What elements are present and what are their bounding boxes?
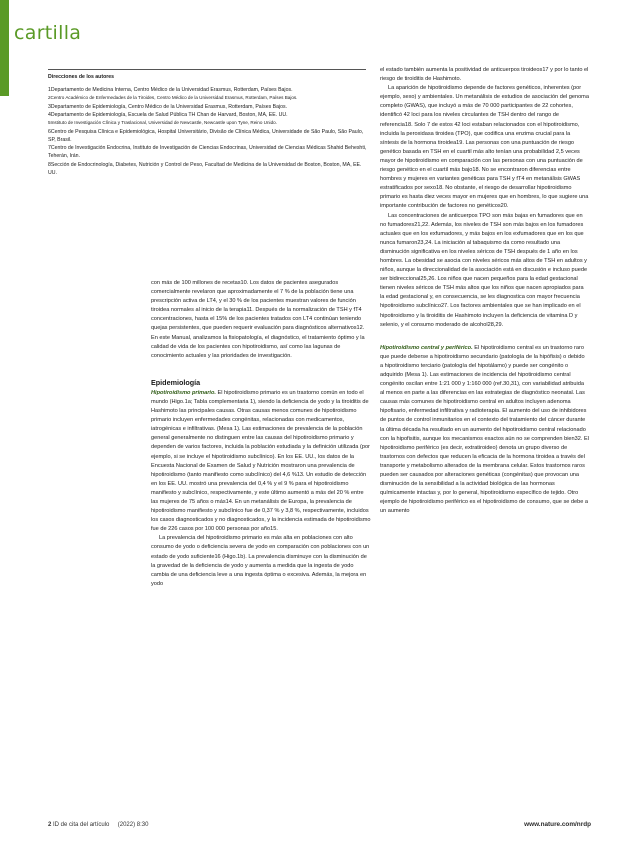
- affiliation-item: 8Sección de Endocrinología, Diabetes, Nutrición y Control de Peso, Facultad de Medicina de la Universidad de Boston, Boston, MA, EE. UU.: [48, 161, 362, 177]
- page-footer-citation: [48, 822, 148, 828]
- run-in-heading: Hipotiroidismo primario.: [151, 389, 216, 396]
- primary-hypothyroidism-paragraph: [151, 389, 372, 535]
- epidemiology-heading: Epidemiología: [151, 377, 201, 387]
- body-paragraph: el estado también aumenta la positividad de anticuerpos tiroideos17 y por lo tanto el riesgo de tiroiditis de Hashimoto.: [380, 67, 589, 83]
- intro-paragraph: con más de 100 millones de recetas10. Los datos de pacientes asegurados comercialmente revelaron que aproximadamente el 7 % de la población tiene una prescripción activa de LT4, y el 30 % de los pacientes muestran valores de función tiroidea normales al inicio de la terapia11. Después de la normalización de TSH y fT4 concentraciones, hasta el 15% de los pacientes tratados con LT4 continúan teniendo quejas persistentes, que pueden requerir evaluación para diagnósticos alternativos12. En este Manual, analizamos la fisiopatología, el diagnóstico, el tratamiento óptimo y la calidad de vida de los pacientes con hipotiroidismo, así como las lagunas de conocimiento actuales y las prioridades de investigación.: [151, 280, 365, 359]
- divider: [48, 69, 366, 70]
- section-title: cartilla: [14, 22, 82, 44]
- page-number: 2: [48, 822, 52, 828]
- citation: (2022) 8:30: [117, 822, 149, 828]
- affiliation-item: 2Centro Académico de Enfermedades de la Tiroides, Centro Médico de la Universidad Erasmus, Rotterdam, Países Bajos.: [48, 95, 298, 101]
- body-paragraph: La prevalencia del hipotiroidismo primario es más alta en poblaciones con alto consumo de yodo o deficiencia severa de yodo en comparación con poblaciones con un estado de yodo suficiente16 (Higo.1b). La prevalencia disminuye con la disminución de la gravedad de la deficiencia de yodo y aumenta a medida que la ingesta de yodo cambia de una deficiencia leve a una ingesta óptima o excesiva. Además, la mejora en yodo: [151, 535, 370, 587]
- affiliation-item: 4Departamento de Epidemiología, Escuela de Salud Pública TH Chan de Harvard, Boston, MA, EE. UU.: [48, 111, 288, 118]
- body-paragraph: La aparición de hipotiroidismo depende de factores genéticos, inherentes (por ejemplo, sexo) y ambientales. Un metanálisis de estudios de asociación del genoma completo (GWAS), que incluyó a más de 70 000 participantes de 22 cohortes, identificó 42 loci para los niveles circulantes de TSH dentro del rango de referencia18. Solo 7 de estos 42 loci estaban relacionados con el hipotiroidismo, incluida la peroxidasa tiroidea (TPO), que codifica una enzima crucial para la síntesis de la hormona tiroidea19. Las personas con una puntuación de riesgo genético basada en TSH en el cuartil más alto tenían una probabilidad 2,5 veces mayor de hipotiroidismo en comparación con las personas con una puntuación de riesgo genético en el cuartil más bajo18. No se encontraron diferencias entre hombres y mujeres en variantes genéticas para TSH y fT4 en metanálisis GWAS estratificados por sexo18. No obstante, el riesgo de desarrollar hipotiroidismo primario es hasta diez veces mayor en mujeres que en hombres, lo que sugiere una importante contribución de factores no genéticos20.: [380, 85, 589, 210]
- journal-url[interactable]: www.nature.com/nrdp: [524, 821, 591, 828]
- left-text-column: [151, 279, 372, 589]
- affiliation-item: 1Departamento de Medicina Interna, Centro Médico de la Universidad Erasmus, Rotterdam, Países Bajos.: [48, 87, 293, 94]
- affiliation-item: 6Centro de Pesquisa Clínica e Epidemiológica, Hospital Universitário, Divisão de Clínica Médica, Universidade de São Paulo, São Paulo, SP, Brasil.: [48, 128, 364, 143]
- affiliation-item: 7Centro de Investigación Endocrina, Instituto de Investigación de Ciencias Endocrinas, Universidad de Ciencias Médicas Shahid Beheshti, Teherán, Irán.: [48, 145, 367, 160]
- green-accent-bar: [0, 0, 9, 96]
- paragraph-text: El hipotiroidismo central es un trastorno raro que puede deberse a hipotiroidismo secundario (patología de la hipófisis) o debido a hipotiroidismo terciario (patología del hipotálamo) y puede ser congénito o adquirido (Mesa 1). Las estimaciones de incidencia del hipotiroidismo central congénito oscilan entre 1:21 000 y 1:160 000 (ref.30,31), con variabilidad atribuida al menos en parte a las diferencias en las estrategias de diagnóstico neonatal. Las causas más comunes de hipotiroidismo central en adultos incluyen adenoma hipofisario, enfermedad infiltrativa y radioterapia. El aumento del uso de inhibidores de puntos de control inmunitarios en el contexto del tratamiento del cáncer durante la última década ha resultado en un aumento del hipotiroidismo central relacionado con la hipofisitis, aunque los mecanismos exactos aún no se comprenden bien32. El hipotiroidismo periférico (es decir, extratiroideo) denota un grupo diverso de trastornos con defectos que reducen la eficacia de la hormona tiroidea a través del transporte y metabolismo alterados de la membrana celular. Estos trastornos raros pueden ser causados por alteraciones genéticas (congénitas) que provocan una disminución de la sensibilidad a la actividad biológica de las hormonas químicamente intactas y, por lo general, hipotiroidismo específico de tejido. Otro ejemplo de hipotiroidismo periférico es el hipotiroidismo de consumo, que se debe a un aumento: [380, 344, 589, 515]
- central-hypothyroidism-paragraph: [380, 344, 589, 517]
- affiliation-item: 3Departamento de Epidemiología, Centro Médico de la Universidad Erasmus, Rotterdam, Países Bajos.: [48, 103, 288, 110]
- right-text-column: [380, 66, 589, 517]
- body-paragraph: Las concentraciones de anticuerpos TPO son más bajas en fumadores que en no fumadores21,22. Además, los niveles de TSH son más bajos en los fumadores actuales que en los exfumadores, y más bajos en los exfumadores que en los que nunca fumaron23,24. La iniciación al tabaquismo da como resultado una disminución significativa en los niveles séricos de TSH después de 1 año en los hombres. La obesidad se asocia con niveles séricos más altos de TSH en adultos y niños, aunque la direccionalidad de la asociación está en discusión e incluso puede ser bidireccional25,26. Los niños que nacen pequeños para la edad gestacional tienen niveles séricos de TSH más altos que los niños que nacen apropiados para la edad gestacional y, en consecuencia, se les diagnostica con mayor frecuencia hipotiroidismo subclínico27. Los factores ambientales que se han implicado en el hipotiroidismo y la tiroiditis de Hashimoto incluyen la deficiencia de vitamina D y selenio, y el consumo moderado de alcohol28,29.: [380, 212, 588, 328]
- run-in-heading: Hipotiroidismo central y periférico.: [380, 344, 473, 351]
- affiliation-item: 5Instituto de Investigación Clínica y Traslacional, Universidad de Newcastle, Newcastle upon Tyne, Reino Unido.: [48, 120, 277, 126]
- affiliations-heading: Direcciones de los autores: [48, 74, 115, 80]
- article-label: ID de cita del artículo: [53, 822, 110, 828]
- paragraph-text: El hipotiroidismo primario es un trastorno común en todo el mundo (Higo.1a; Tabla complementaria 1), siendo la deficiencia de yodo y la tiroiditis de Hashimoto las principales causas. Otras causas menos comunes de hipotiroidismo primario incluyen enfermedades congénitas, relacionadas con medicamentos, iatrogénicas e infiltrativas. (Mesa 1). Las estimaciones de prevalencia de la población general generalmente no distinguen entre las causas del hipotiroidismo primario y dependen de varios factores, incluida la población estudiada y la definición utilizada (por ejemplo, si se incluye el hipotiroidismo subclínico). En los EE. UU., los datos de la Encuesta Nacional de Examen de Salud y Nutrición mostraron una prevalencia de hipotiroidismo (tanto manifiesto como subclínico) del 4,6 %13. Un estudio de detección en los EE. UU. mostró una prevalencia del 0,4 % y el 9 % para el hipotiroidismo manifiesto y subclínico, respectivamente, y este último aumentó a más del 20 % entre las mujeres de 75 años o más14. En un metanálisis de Europa, la prevalencia de hipotiroidismo manifiesto y subclínico fue de 0,37 % y 3,8 %, respectivamente, incluidos los casos diagnosticados y no diagnosticados, y la incidencia estimada de hipotiroidismo fue de 226 casos por 100 000 personas por año15.: [151, 389, 371, 533]
- author-affiliations: [48, 69, 368, 177]
